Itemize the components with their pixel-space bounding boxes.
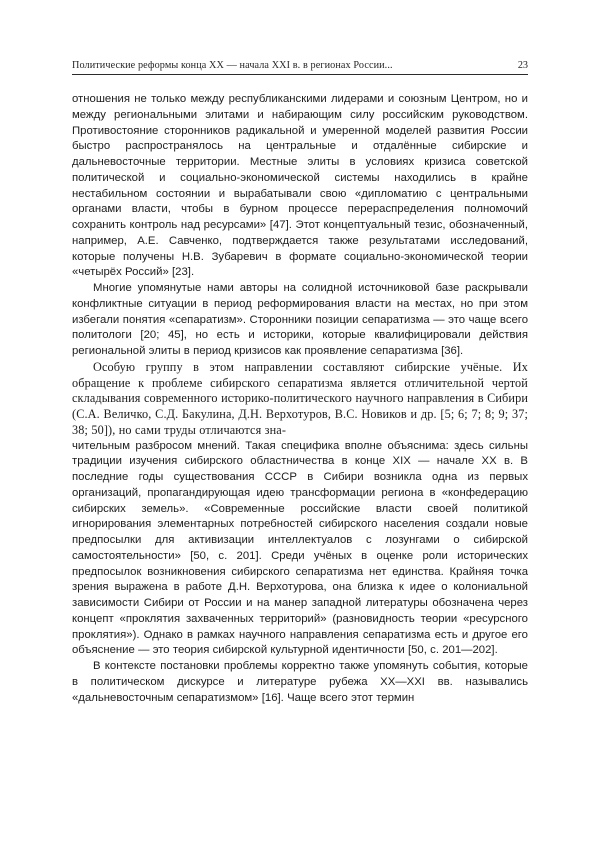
paragraph: Особую группу в этом направлении составляют сибирские учёные. Их обращение к проблеме сибирского сепаратизма является отличительной чертой складывания современного историко-политического научного направления в Сибири (С.А. Величко, С.Д. Бакулина, Д.Н. Верхотуров, В.С. Новиков и др. [5; 6; 7; 8; 9; 37; 38; 50]), но сами труды отличаются зна- xyxy=(72,359,528,437)
paragraph: В контексте постановки проблемы корректно также упомянуть события, которые в политическом дискурсе и литературе рубежа XX—XXI вв. назывались «дальневосточным сепаратизмом» [16]. Чаще всего этот термин xyxy=(72,660,528,704)
running-header xyxy=(72,60,528,75)
body-text-column xyxy=(72,92,528,706)
page-number: 23 xyxy=(517,60,528,71)
paragraph: Многие упомянутые нами авторы на солидной источниковой базе раскрывали конфликтные ситуации в период реформирования власти на местах, но при этом избегали понятия «сепаратизм». Сторонники позиции сепаратизма — это чаще всего политологи [20; 45], но есть и историки, которые квалифицировали действия региональной элиты в период кризисов как проявление сепаратизма [36]. xyxy=(72,282,528,357)
paragraph: чительным разбросом мнений. Такая специфика вполне объяснима: здесь сильны традиции изучения сибирского областничества в конце XIX — начале XX в. В последние годы существования СССР в Сибири возникла одна из первых организаций, пропагандирующая идею трансформации региона в «конфедерацию сибирских земель». «Современные российские власти своей политикой игнорирования элементарных потребностей сибирского населения создали новые предпосылки для активизации интеллектуалов с лозунгами о сибирской самостоятельности» [50, с. 201]. Среди учёных в оценке роли исторических предпосылок возникновения сибирского сепаратизма нет единства. Крайняя точка зрения выражена в работе Д.Н. Верхотурова, она близка к идее о колониальной зависимости Сибири от России и на манер западной литературы обозначена через концепт «проклятия захваченных территорий» (разновидность теории «ресурсного проклятия»). Однако в рамках научного направления сепаратизма есть и другое его объяснение — это теория сибирской культурной идентичности [50, с. 201—202]. xyxy=(72,439,528,657)
paragraph: отношения не только между республиканскими лидерами и союзным Центром, но и между региональными элитами и набирающим силу российским руководством. Противостояние сторонников радикальной и умеренной моделей развития России быстро распространялось на центральные и отдалённые сибирские и дальневосточные территории. Местные элиты в условиях кризиса советской политической и социально-экономической системы находились в крайне нестабильном состоянии и вырабатывали свою «дипломатию с центральными органами власти, чтобы в бурном процессе перераспределения полномочий сохранить контроль над ресурсами» [47]. Этот концептуальный тезис, обозначенный, например, А.Е. Савченко, подтверждается также результатами исследований, которые получены Н.В. Зубаревич в формате социально-экономической теории «четырёх Россий» [23]. xyxy=(72,93,528,279)
running-header-title: Политические реформы конца XX — начала XXI в. в регионах России... xyxy=(72,60,393,71)
